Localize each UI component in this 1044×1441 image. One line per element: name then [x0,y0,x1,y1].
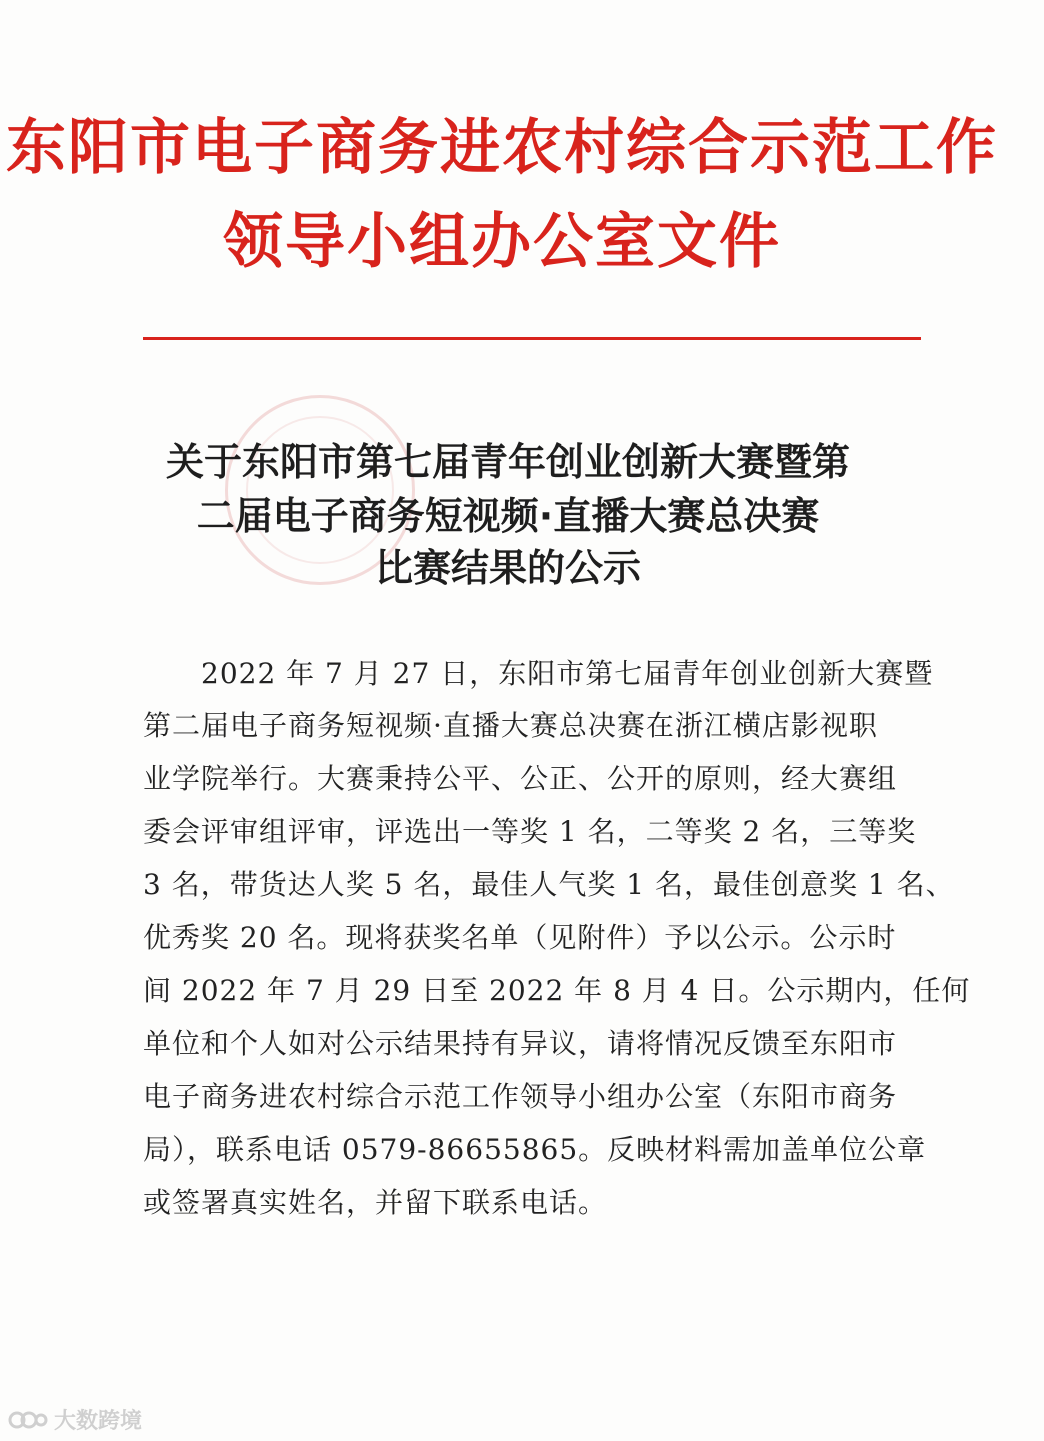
body-line: 委会评审组评审，评选出一等奖 1 名，二等奖 2 名，三等奖 [143,815,917,848]
body-line: 或签署真实姓名，并留下联系电话。 [143,1186,608,1219]
watermark [8,1404,142,1435]
body-line: 单位和个人如对公示结果持有异议，请将情况反馈至东阳市 [143,1027,898,1060]
document-title-line-3: 比赛结果的公示 [374,546,641,590]
document-title-line-2: 二届电子商务短视频·直播大赛总决赛 [196,494,820,538]
seal-inner-ring [246,416,394,564]
body-line: 业学院举行。大赛秉持公平、公正、公开的原则，经大赛组 [143,762,898,795]
issuer-header-line-1: 东阳市电子商务进农村综合示范工作 [6,113,998,183]
body-line: 2022 年 7 月 27 日，东阳市第七届青年创业创新大赛暨 [143,657,934,690]
watermark-text: 大数跨境 [54,1409,143,1434]
body-line: 间 2022 年 7 月 29 日至 2022 年 8 月 4 日。公示期内，任何 [143,974,971,1007]
body-line: 电子商务进农村综合示范工作领导小组办公室（东阳市商务 [143,1080,898,1113]
body-line: 第二届电子商务短视频·直播大赛总决赛在浙江横店影视职 [143,709,878,742]
body-line: 优秀奖 20 名。现将获奖名单（见附件）予以公示。公示时 [143,921,897,954]
body-line: 局），联系电话 0579-86655865。反映材料需加盖单位公章 [143,1133,927,1166]
body-line: 3 名，带货达人奖 5 名，最佳人气奖 1 名，最佳创意奖 1 名、 [143,868,955,901]
logo-icon [8,1406,48,1434]
red-divider [143,337,921,340]
issuer-header-line-2: 领导小组办公室文件 [223,207,781,277]
document-title-line-1: 关于东阳市第七届青年创业创新大赛暨第 [165,440,850,484]
